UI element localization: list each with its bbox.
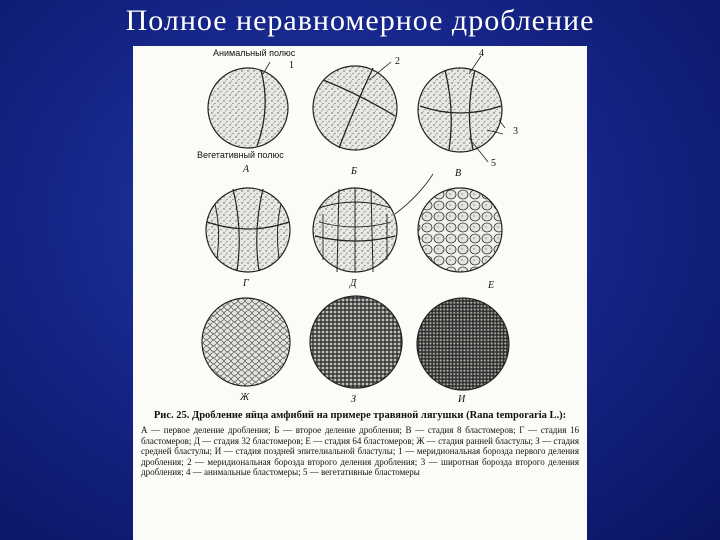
figure-caption xyxy=(141,410,579,478)
embryo-stage-zh xyxy=(202,298,290,386)
embryo-stage-e xyxy=(418,188,502,272)
scanned-figure-page xyxy=(133,46,587,540)
stage-label-b: Б xyxy=(351,166,357,177)
stage-label-g: Г xyxy=(243,278,249,289)
embryo-stage-g xyxy=(206,188,290,272)
embryo-stage-z xyxy=(310,296,402,388)
stage-label-d: Д xyxy=(350,278,357,289)
slide-title: Полное неравномерное дробление xyxy=(125,4,595,37)
stage-label-zh: Ж xyxy=(240,392,250,403)
caption-body: А — первое деление дробления; Б — второе деление дробления; В — стадия 8 бластомеров; Г — стадия 16 бластомеров; Д — стадия 32 бластомеров; Е — стадия 64 бластомеров; Ж — стадия ранней бластулы; З — стадия средней бластулы; И — стадия поздней эпителиальной бластулы; 1 — меридиональная борозда первого деления дробления; 2 — меридиональная борозда второго деления дробления; 3 — широтная борозда второго деления дробления; 4 — анимальные бластомеры; 5 — вегетативные бластомеры xyxy=(141,425,579,478)
embryo-stage-i xyxy=(417,298,509,390)
number-3: 3 xyxy=(513,126,518,137)
vegetal-pole-label: Вегетативный полюс xyxy=(197,150,284,160)
stage-label-e: Е xyxy=(488,280,495,291)
embryo-stage-a xyxy=(208,62,288,148)
number-2: 2 xyxy=(395,56,400,67)
embryo-stage-b xyxy=(313,62,397,150)
number-4: 4 xyxy=(479,48,484,59)
stage-label-a: А xyxy=(243,164,250,175)
embryo-stage-d xyxy=(313,188,397,272)
animal-pole-label: Анимальный полюс xyxy=(213,48,296,58)
stage-label-i: И xyxy=(458,394,466,405)
caption-title: Рис. 25. Дробление яйца амфибий на примере травяной лягушки (Rana temporaria L.): xyxy=(153,410,567,421)
number-1: 1 xyxy=(289,60,294,71)
number-5: 5 xyxy=(491,158,496,169)
stage-label-v: В xyxy=(455,168,462,179)
stage-label-z: З xyxy=(351,394,356,405)
